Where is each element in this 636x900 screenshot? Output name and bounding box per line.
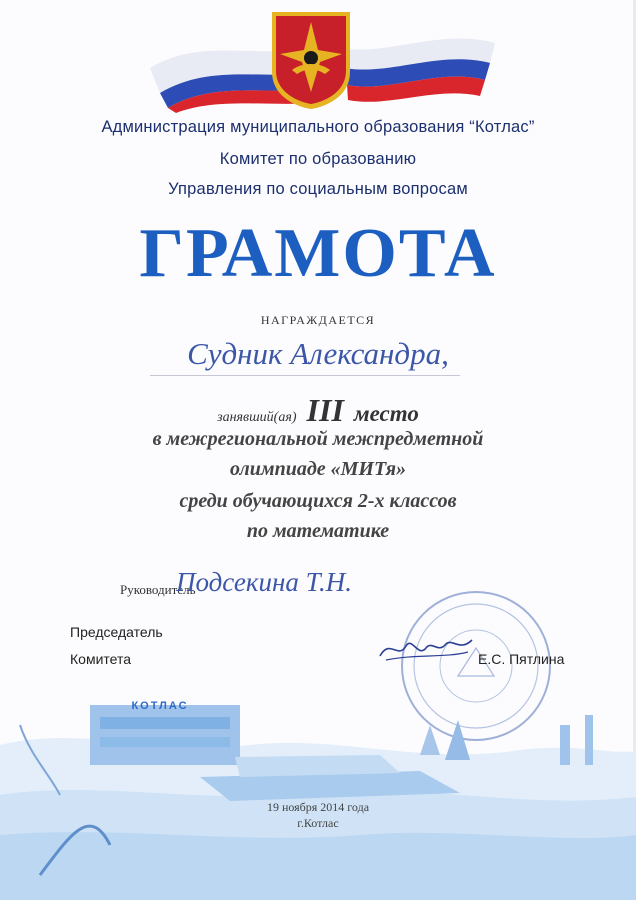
issue-city: г.Котлас xyxy=(297,816,339,830)
achievement-line-2: олимпиаде «МИТя» xyxy=(229,458,406,480)
coat-of-arms-icon xyxy=(270,10,352,110)
signature-icon xyxy=(376,630,476,670)
achievement-line-3: среди обучающихся 2-х классов xyxy=(179,490,457,512)
certificate-title: ГРАМОТА xyxy=(139,215,497,292)
recipient-underline xyxy=(150,375,460,376)
place-prefix: занявший(ая) xyxy=(217,410,297,425)
place-suffix: место xyxy=(353,401,419,426)
recipient-name: Судник Александра, xyxy=(187,336,449,371)
chair-title: Председатель xyxy=(70,624,163,640)
place-line xyxy=(0,392,636,429)
signer-name: Е.С. Пятлина xyxy=(478,651,565,667)
org-name: Администрация муниципального образования “Котлас” xyxy=(101,118,535,136)
leader-label: Руководитель xyxy=(120,582,196,597)
committee-name: Комитет по образованию xyxy=(219,150,417,168)
scene-sign-text: КОТЛАС xyxy=(131,700,189,712)
chair-committee: Комитета xyxy=(70,651,132,667)
leader-name: Подсекина Т.Н. xyxy=(176,567,353,597)
achievement-line-1: в межрегиональной межпредметной xyxy=(152,428,484,450)
place-value: III xyxy=(306,392,344,428)
achievement-line-4: по математике xyxy=(246,520,390,542)
issue-date: 19 ноября 2014 года xyxy=(266,800,370,814)
department-name: Управления по социальным вопросам xyxy=(168,180,468,198)
awarded-label: НАГРАЖДАЕТСЯ xyxy=(260,313,376,327)
harbor-scene-illustration xyxy=(0,685,636,900)
